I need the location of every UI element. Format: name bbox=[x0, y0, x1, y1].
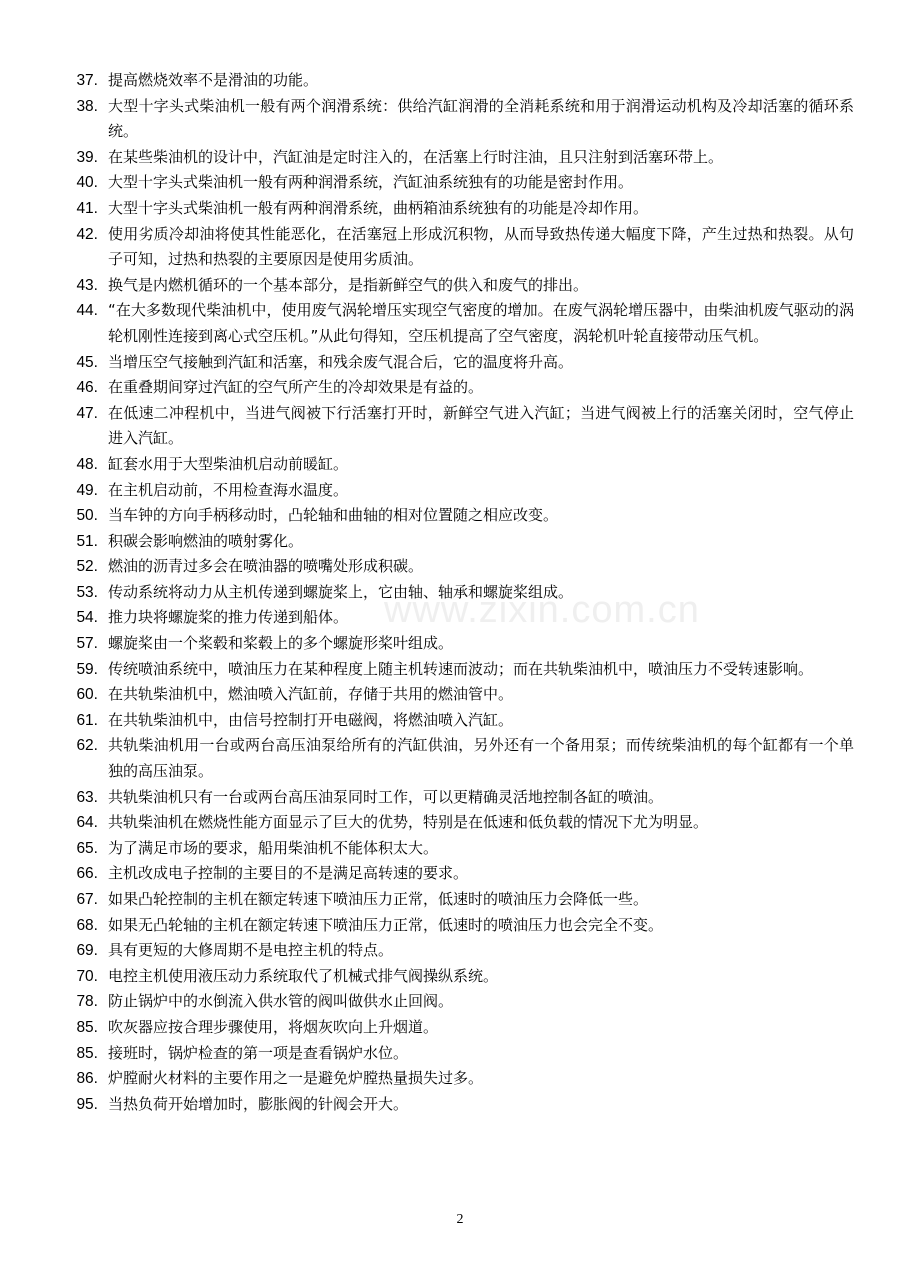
item-number: 39. bbox=[76, 148, 98, 166]
list-item bbox=[64, 580, 854, 606]
list-item bbox=[64, 196, 854, 222]
item-text: 共轨柴油机只有一台或两台高压油泵同时工作，可以更精确灵活地控制各缸的喷油。 bbox=[108, 787, 664, 806]
list-item bbox=[64, 605, 854, 631]
item-text: 在共轨柴油机中，燃油喷入汽缸前，存储于共用的燃油管中。 bbox=[108, 685, 514, 704]
item-text: 提高燃烧效率不是滑油的功能。 bbox=[108, 71, 319, 89]
item-text: 大型十字头式柴油机一般有两个润滑系统：供给汽缸润滑的全消耗系统和用于润滑运动机构及冷却活塞的循环系统。 bbox=[108, 96, 854, 141]
list-item bbox=[64, 68, 854, 94]
item-number: 66. bbox=[76, 865, 98, 883]
list-item bbox=[64, 887, 854, 913]
item-number: 85. bbox=[76, 1044, 98, 1062]
item-number: 59. bbox=[76, 660, 98, 678]
item-number: 69. bbox=[76, 942, 98, 960]
list-item bbox=[64, 1066, 854, 1092]
item-text: 吹灰器应按合理步骤使用，将烟灰吹向上升烟道。 bbox=[108, 1017, 439, 1036]
list-item bbox=[64, 222, 854, 273]
item-text: 传统喷油系统中，喷油压力在某种程度上随主机转速而波动；而在共轨柴油机中，喷油压力不受转速影响。 bbox=[108, 659, 814, 678]
list-item bbox=[64, 375, 854, 401]
item-number: 60. bbox=[76, 686, 98, 704]
list-item bbox=[64, 938, 854, 964]
item-text: 换气是内燃机循环的一个基本部分，是指新鲜空气的供入和废气的排出。 bbox=[108, 275, 589, 294]
list-item bbox=[64, 273, 854, 299]
list-item bbox=[64, 913, 854, 939]
item-number: 61. bbox=[76, 711, 98, 729]
item-number: 53. bbox=[76, 583, 98, 601]
item-text: 电控主机使用液压动力系统取代了机械式排气阀操纵系统。 bbox=[108, 966, 499, 985]
list-item bbox=[64, 1041, 854, 1067]
list-item bbox=[64, 657, 854, 683]
item-text: 当热负荷开始增加时，膨胀阀的针阀会开大。 bbox=[108, 1094, 409, 1113]
list-item bbox=[64, 298, 854, 349]
item-text: 传动系统将动力从主机传递到螺旋桨上，它由轴、轴承和螺旋桨组成。 bbox=[108, 582, 574, 601]
item-number: 85. bbox=[76, 1018, 98, 1036]
item-text: 缸套水用于大型柴油机启动前暖缸。 bbox=[108, 454, 349, 473]
item-text: 如果凸轮控制的主机在额定转速下喷油压力正常，低速时的喷油压力会降低一些。 bbox=[108, 890, 649, 908]
list-item bbox=[64, 785, 854, 811]
item-number: 57. bbox=[76, 635, 98, 653]
list-item bbox=[64, 529, 854, 555]
list-item bbox=[64, 503, 854, 529]
item-number: 37. bbox=[76, 72, 98, 89]
item-text: 在低速二冲程机中，当进气阀被下行活塞打开时，新鲜空气进入汽缸；当进气阀被上行的活塞关闭时，空气停止进入汽缸。 bbox=[108, 403, 854, 448]
item-number: 41. bbox=[76, 199, 98, 217]
list-item bbox=[64, 810, 854, 836]
list-item bbox=[64, 989, 854, 1015]
item-number: 47. bbox=[76, 404, 98, 422]
item-text: 推力块将螺旋桨的推力传递到船体。 bbox=[108, 608, 349, 627]
list-item bbox=[64, 964, 854, 990]
item-number: 64. bbox=[76, 814, 98, 832]
item-number: 52. bbox=[76, 558, 98, 576]
item-number: 65. bbox=[76, 839, 98, 857]
item-number: 49. bbox=[76, 481, 98, 499]
item-text: 螺旋桨由一个桨毂和桨毂上的多个螺旋形桨叶组成。 bbox=[108, 634, 454, 653]
list-item bbox=[64, 1015, 854, 1041]
item-number: 42. bbox=[76, 225, 98, 243]
list-item bbox=[64, 94, 854, 145]
item-number: 45. bbox=[76, 353, 98, 371]
list-item bbox=[64, 554, 854, 580]
item-number: 48. bbox=[76, 455, 98, 473]
item-text: 大型十字头式柴油机一般有两种润滑系统，曲柄箱油系统独有的功能是冷却作用。 bbox=[108, 198, 649, 217]
item-number: 51. bbox=[76, 532, 98, 550]
item-number: 46. bbox=[76, 379, 98, 397]
list-item bbox=[64, 861, 854, 887]
list-item bbox=[64, 145, 854, 171]
item-number: 78. bbox=[76, 993, 98, 1011]
list-item bbox=[64, 1092, 854, 1118]
item-text: 如果无凸轮轴的主机在额定转速下喷油压力正常，低速时的喷油压力也会完全不变。 bbox=[108, 915, 664, 934]
item-text: 在共轨柴油机中，由信号控制打开电磁阀，将燃油喷入汽缸。 bbox=[108, 710, 514, 729]
item-text: 主机改成电子控制的主要目的不是满足高转速的要求。 bbox=[108, 864, 469, 883]
item-number: 40. bbox=[76, 174, 98, 192]
item-text: 具有更短的大修周期不是电控主机的特点。 bbox=[108, 941, 394, 960]
list-item bbox=[64, 733, 854, 784]
item-text: 防止锅炉中的水倒流入供水管的阀叫做供水止回阀。 bbox=[108, 992, 454, 1011]
item-number: 43. bbox=[76, 276, 98, 294]
list-item bbox=[64, 170, 854, 196]
item-text: 使用劣质冷却油将使其性能恶化，在活塞冠上形成沉积物，从而导致热传递大幅度下降，产生过热和热裂。从句子可知，过热和热裂的主要原因是使用劣质油。 bbox=[108, 224, 854, 269]
item-number: 67. bbox=[76, 891, 98, 908]
list-item bbox=[64, 452, 854, 478]
item-number: 63. bbox=[76, 788, 98, 806]
item-text: 炉膛耐火材料的主要作用之一是避免炉膛热量损失过多。 bbox=[108, 1069, 484, 1088]
statement-list bbox=[64, 68, 854, 1117]
watermark: www.zixin.com.cn bbox=[384, 589, 700, 631]
item-number: 68. bbox=[76, 916, 98, 934]
item-number: 54. bbox=[76, 609, 98, 627]
item-text: 接班时，锅炉检查的第一项是查看锅炉水位。 bbox=[108, 1043, 409, 1062]
item-text: 积碳会影响燃油的喷射雾化。 bbox=[108, 531, 304, 550]
list-item bbox=[64, 350, 854, 376]
list-item bbox=[64, 836, 854, 862]
item-text: 为了满足市场的要求，船用柴油机不能体积太大。 bbox=[108, 838, 439, 857]
page-number: 2 bbox=[456, 1212, 464, 1227]
item-text: 共轨柴油机用一台或两台高压油泵给所有的汽缸供油，另外还有一个备用泵；而传统柴油机的每个缸都有一个单独的高压油泵。 bbox=[108, 736, 854, 781]
item-number: 62. bbox=[76, 737, 98, 755]
item-number: 95. bbox=[76, 1095, 98, 1113]
list-item bbox=[64, 478, 854, 504]
item-text: 在重叠期间穿过汽缸的空气所产生的冷却效果是有益的。 bbox=[108, 378, 484, 397]
item-number: 70. bbox=[76, 967, 98, 985]
item-text: “在大多数现代柴油机中，使用废气涡轮增压实现空气密度的增加。在废气涡轮增压器中，由柴油机废气驱动的涡轮机刚性连接到离心式空压机。”从此句得知，空压机提高了空气密度，涡轮机叶轮直接带动压气机。 bbox=[108, 301, 854, 345]
item-number: 44. bbox=[76, 302, 98, 320]
item-text: 在某些柴油机的设计中，汽缸油是定时注入的，在活塞上行时注油，且只注射到活塞环带上。 bbox=[108, 147, 724, 166]
item-text: 共轨柴油机在燃烧性能方面显示了巨大的优势，特别是在低速和低负载的情况下尤为明显。 bbox=[108, 813, 709, 832]
item-number: 50. bbox=[76, 507, 98, 525]
list-item bbox=[64, 708, 854, 734]
item-text: 当增压空气接触到汽缸和活塞，和残余废气混合后，它的温度将升高。 bbox=[108, 352, 574, 371]
item-number: 38. bbox=[76, 97, 98, 115]
list-item bbox=[64, 631, 854, 657]
item-text: 燃油的沥青过多会在喷油器的喷嘴处形成积碳。 bbox=[108, 557, 424, 576]
list-item bbox=[64, 682, 854, 708]
item-text: 大型十字头式柴油机一般有两种润滑系统，汽缸油系统独有的功能是密封作用。 bbox=[108, 173, 634, 192]
list-item bbox=[64, 401, 854, 452]
item-text: 当车钟的方向手柄移动时，凸轮轴和曲轴的相对位置随之相应改变。 bbox=[108, 506, 559, 525]
item-number: 86. bbox=[76, 1070, 98, 1088]
item-text: 在主机启动前，不用检查海水温度。 bbox=[108, 480, 349, 499]
